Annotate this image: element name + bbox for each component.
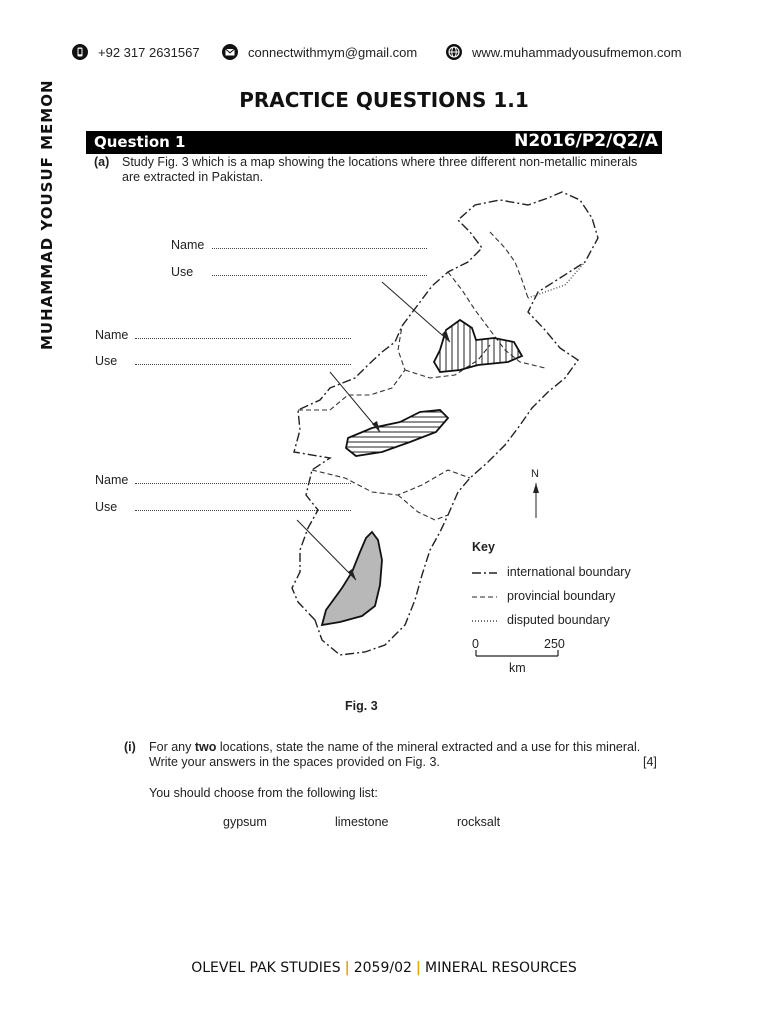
answer-2-name-label: Name [95,328,129,342]
page-footer [0,960,768,976]
choose-instruction: You should choose from the following list: [149,786,378,800]
footer-separator: | [415,960,422,976]
international-boundary [292,192,598,655]
mineral-area-2 [346,410,448,456]
question-label: Question 1 [94,133,186,151]
phone-number: +92 317 2631567 [98,44,200,60]
website-url[interactable]: www.muhammadyousufmemon.com [472,44,682,60]
provincial-boundary [398,495,448,520]
key-item-provincial: provincial boundary [507,589,616,603]
key-item-disputed: disputed boundary [507,613,610,627]
answer-3-name-label: Name [95,473,129,487]
key-item-international: international boundary [507,565,631,579]
footer-separator: | [344,960,350,976]
email-address[interactable]: connectwithmym@gmail.com [248,44,418,60]
side-author-label: MUHAMMAD YOUSUF MEMON [38,79,56,350]
part-i-label: (i) [124,740,136,754]
part-a-text-line1: Study Fig. 3 which is a map showing the locations where three different non-metallic minerals [122,155,638,169]
option-rocksalt: rocksalt [457,815,501,829]
footer-topic: MINERAL RESOURCES [425,960,577,976]
provincial-boundary [490,232,528,298]
answer-1-use-label: Use [171,265,194,279]
part-a-text-line2: are extracted in Pakistan. [122,170,264,184]
part-i-text-line1: For any two locations, state the name of the mineral extracted and a use for this mineral. [149,740,641,754]
north-label: N [531,468,539,480]
scale-unit: km [509,661,526,675]
mineral-area-3 [322,532,382,625]
footer-code: 2059/02 [353,960,412,976]
key-title: Key [472,540,495,554]
page-title: PRACTICE QUESTIONS 1.1 [239,88,529,112]
part-a-label: (a) [94,155,110,169]
scale-end: 250 [544,637,565,651]
answer-1-name-label: Name [171,238,205,252]
mineral-area-1 [434,320,522,372]
option-limestone: limestone [335,815,389,829]
figure-caption: Fig. 3 [345,699,378,713]
answer-2-use-label: Use [95,354,118,368]
answer-3-use-label: Use [95,500,118,514]
marks: [4] [643,755,657,769]
scale-start: 0 [472,637,479,651]
option-gypsum: gypsum [223,815,267,829]
part-i-text-line2: Write your answers in the spaces provided on Fig. 3. [149,755,440,769]
footer-subject: OLEVEL PAK STUDIES [191,960,341,976]
question-code: N2016/P2/Q2/A [514,131,658,151]
provincial-boundary [312,470,470,495]
